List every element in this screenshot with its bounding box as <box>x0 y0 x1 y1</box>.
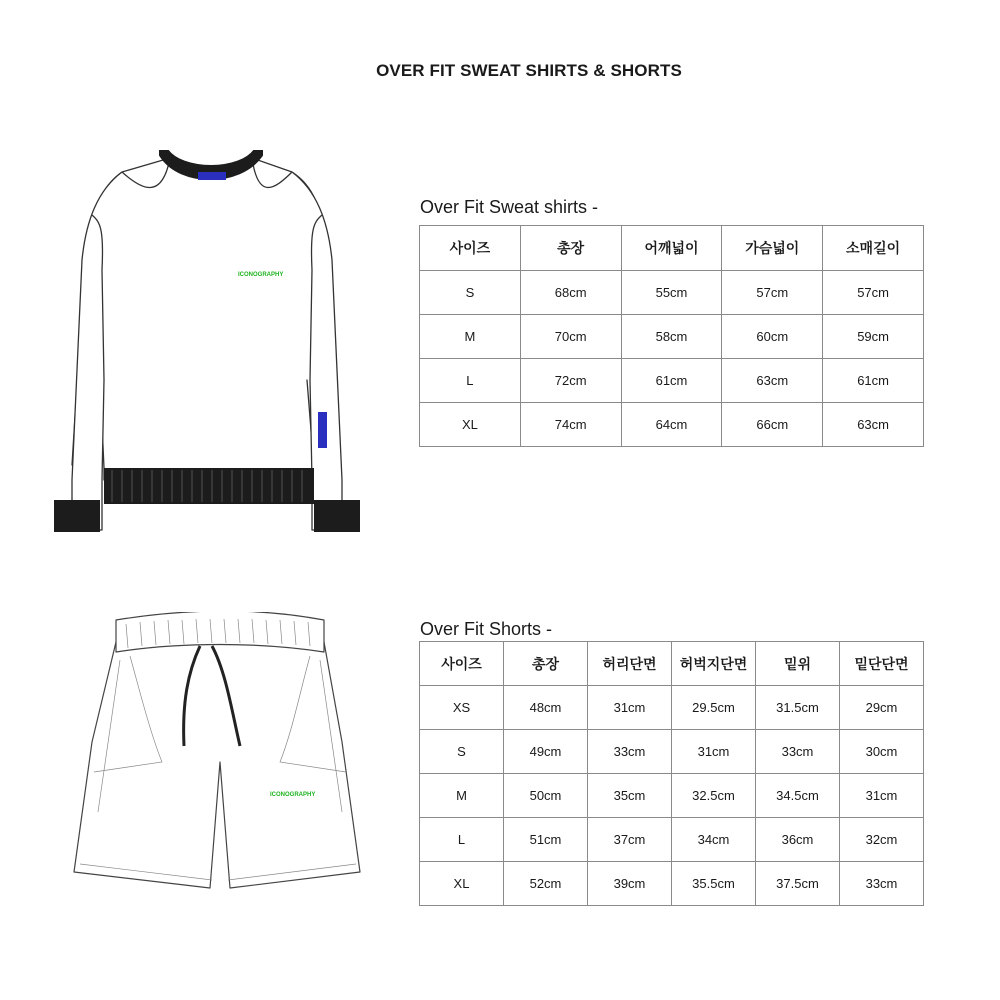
size-cell: S <box>420 730 504 774</box>
table-row <box>420 403 924 447</box>
table-row <box>420 271 924 315</box>
size-cell: L <box>420 818 504 862</box>
shorts-logo: ICONOGRAPHY <box>270 792 316 798</box>
table-cell: 49cm <box>504 730 588 774</box>
column-header: 사이즈 <box>420 642 504 686</box>
sweatshirt-section-title: Over Fit Sweat shirts - <box>420 197 599 217</box>
table-cell: 51cm <box>504 818 588 862</box>
column-header: 총장 <box>520 226 621 271</box>
table-cell: 74cm <box>520 403 621 447</box>
table-cell: 59cm <box>823 315 924 359</box>
right-cuff <box>314 500 360 532</box>
table-cell: 32cm <box>840 818 924 862</box>
sleeve-tag <box>318 412 327 448</box>
table-cell: 57cm <box>823 271 924 315</box>
table-cell: 61cm <box>621 359 722 403</box>
column-header: 허리단면 <box>588 642 672 686</box>
table-cell: 30cm <box>840 730 924 774</box>
column-header: 어깨넓이 <box>621 226 722 271</box>
shorts-size-table <box>419 641 924 906</box>
size-cell: M <box>420 774 504 818</box>
table-cell: 64cm <box>621 403 722 447</box>
chest-logo: ICONOGRAPHY <box>238 272 284 278</box>
table-cell: 34.5cm <box>756 774 840 818</box>
table-cell: 58cm <box>621 315 722 359</box>
column-header: 밑단단면 <box>840 642 924 686</box>
table-row <box>420 862 924 906</box>
size-cell: L <box>420 359 521 403</box>
hem-rib <box>104 468 314 504</box>
table-row <box>420 315 924 359</box>
table-cell: 37.5cm <box>756 862 840 906</box>
table-cell: 31cm <box>588 686 672 730</box>
sweatshirt-size-table <box>419 225 924 447</box>
table-cell: 50cm <box>504 774 588 818</box>
table-cell: 72cm <box>520 359 621 403</box>
table-cell: 33cm <box>756 730 840 774</box>
sweatshirt-illustration <box>52 150 372 540</box>
column-header: 소매길이 <box>823 226 924 271</box>
page-title: OVER FIT SWEAT SHIRTS & SHORTS <box>376 61 682 80</box>
table-cell: 37cm <box>588 818 672 862</box>
table-cell: 31cm <box>672 730 756 774</box>
table-cell: 36cm <box>756 818 840 862</box>
left-cuff <box>54 500 100 532</box>
table-cell: 61cm <box>823 359 924 403</box>
table-row <box>420 359 924 403</box>
table-cell: 34cm <box>672 818 756 862</box>
table-cell: 48cm <box>504 686 588 730</box>
table-row <box>420 818 924 862</box>
table-cell: 35cm <box>588 774 672 818</box>
column-header: 총장 <box>504 642 588 686</box>
table-header-row <box>420 642 924 686</box>
collar-rib <box>164 152 258 175</box>
table-cell: 33cm <box>840 862 924 906</box>
table-row <box>420 774 924 818</box>
table-row <box>420 730 924 774</box>
table-cell: 29.5cm <box>672 686 756 730</box>
column-header: 가슴넓이 <box>722 226 823 271</box>
neck-label <box>198 172 226 180</box>
table-cell: 68cm <box>520 271 621 315</box>
size-cell: XL <box>420 403 521 447</box>
table-cell: 57cm <box>722 271 823 315</box>
table-cell: 31.5cm <box>756 686 840 730</box>
table-cell: 55cm <box>621 271 722 315</box>
table-cell: 52cm <box>504 862 588 906</box>
table-cell: 70cm <box>520 315 621 359</box>
table-cell: 32.5cm <box>672 774 756 818</box>
shorts-illustration <box>70 612 370 902</box>
table-cell: 60cm <box>722 315 823 359</box>
table-cell: 63cm <box>823 403 924 447</box>
table-cell: 63cm <box>722 359 823 403</box>
table-cell: 35.5cm <box>672 862 756 906</box>
table-cell: 33cm <box>588 730 672 774</box>
table-row <box>420 686 924 730</box>
table-cell: 31cm <box>840 774 924 818</box>
table-cell: 66cm <box>722 403 823 447</box>
column-header: 허벅지단면 <box>672 642 756 686</box>
table-cell: 29cm <box>840 686 924 730</box>
size-cell: XL <box>420 862 504 906</box>
table-cell: 39cm <box>588 862 672 906</box>
shorts-section-title: Over Fit Shorts - <box>420 619 553 639</box>
column-header: 사이즈 <box>420 226 521 271</box>
size-cell: S <box>420 271 521 315</box>
size-cell: M <box>420 315 521 359</box>
table-header-row <box>420 226 924 271</box>
size-cell: XS <box>420 686 504 730</box>
column-header: 밑위 <box>756 642 840 686</box>
